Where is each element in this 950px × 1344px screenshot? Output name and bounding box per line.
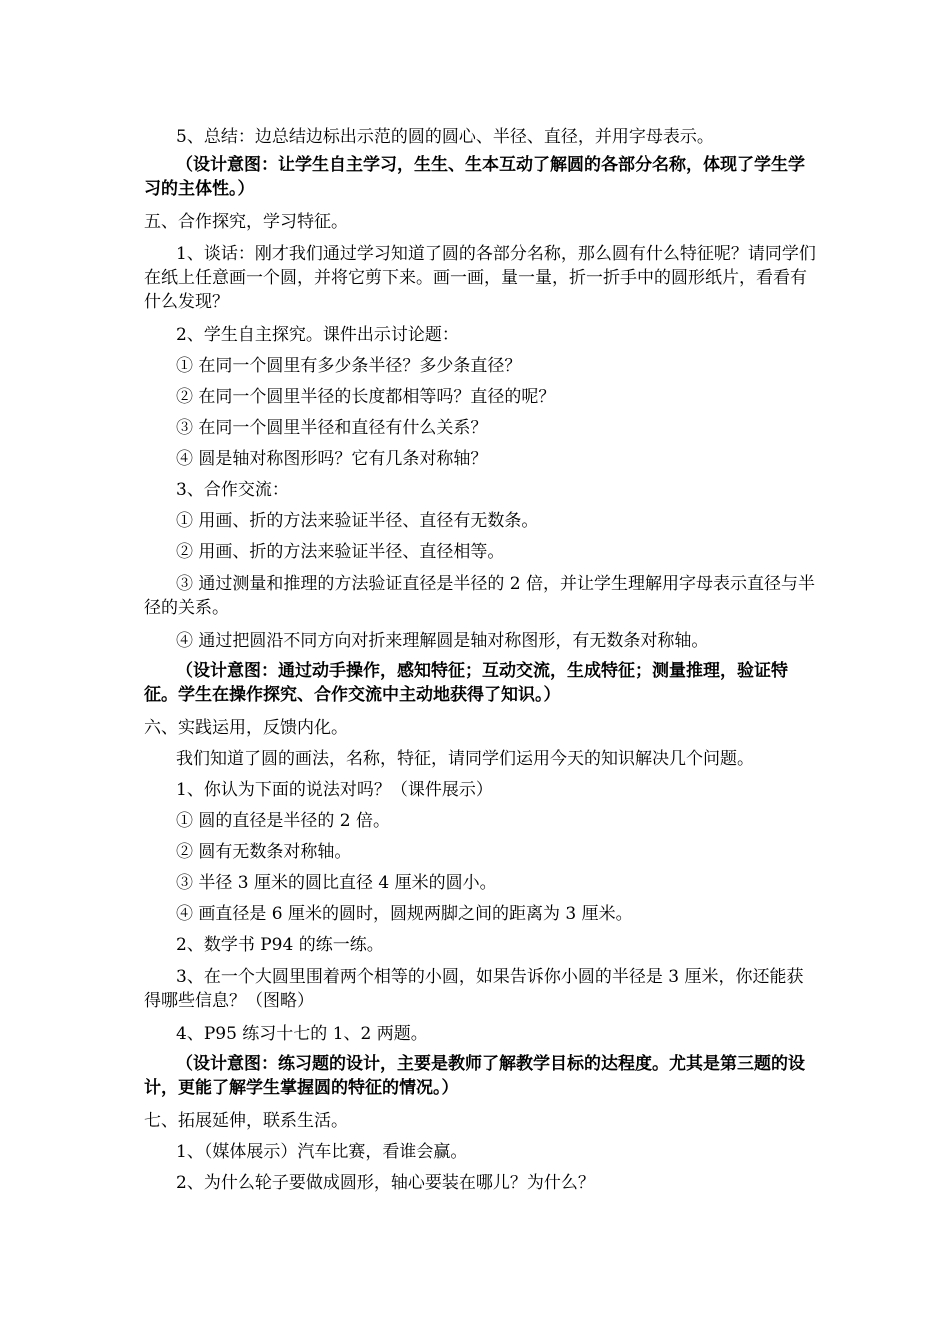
design-intent-note: （设计意图：练习题的设计，主要是教师了解教学目标的达程度。尤其是第三题的设计，更能了解学生掌握圆的特征的情况。） <box>144 1054 805 1098</box>
paragraph-extend-1: 1、（媒体展示）汽车比赛，看谁会赢。 <box>176 1142 468 1162</box>
paragraph-question-2: 2、数学书 P94 的练一练。 <box>176 935 384 955</box>
list-item: ③ 通过测量和推理的方法验证直径是半径的 2 倍，并让学生理解用字母表示直径与半径的关系。 <box>144 574 816 618</box>
paragraph-summary: 5、总结：边总结边标出示范的圆的圆心、半径、直径，并用字母表示。 <box>176 127 714 147</box>
section-heading-6: 六、实践运用，反馈内化。 <box>144 718 348 738</box>
list-item: ④ 通过把圆沿不同方向对折来理解圆是轴对称图形，有无数条对称轴。 <box>176 631 709 651</box>
list-item: ① 圆的直径是半径的 2 倍。 <box>176 811 391 831</box>
paragraph-question-4: 4、P95 练习十七的 1、2 两题。 <box>176 1024 428 1044</box>
list-item: ② 圆有无数条对称轴。 <box>176 842 352 862</box>
paragraph-cooperate: 3、合作交流： <box>176 480 289 500</box>
paragraph-talk: 1、谈话：刚才我们通过学习知道了圆的各部分名称，那么圆有什么特征呢？请同学们在纸上任意画一个圆，并将它剪下来。画一画，量一量，折一折手中的圆形纸片，看看有什么发现？ <box>144 244 816 312</box>
section-heading-5: 五、合作探究，学习特征。 <box>144 212 348 232</box>
paragraph-extend-2: 2、为什么轮子要做成圆形，轴心要装在哪儿？为什么？ <box>176 1173 595 1193</box>
design-intent-note: （设计意图：让学生自主学习，生生、生本互动了解圆的各部分名称，体现了学生学习的主体性。） <box>144 155 805 199</box>
paragraph-question-1: 1、你认为下面的说法对吗？（课件展示） <box>176 780 493 800</box>
list-item: ② 在同一个圆里半径的长度都相等吗？直径的呢？ <box>176 387 556 407</box>
list-item: ① 用画、折的方法来验证半径、直径有无数条。 <box>176 511 539 531</box>
list-item: ② 用画、折的方法来验证半径、直径相等。 <box>176 542 505 562</box>
list-item: ④ 圆是轴对称图形吗？它有几条对称轴？ <box>176 449 488 469</box>
paragraph-explore: 2、学生自主探究。课件出示讨论题： <box>176 325 459 345</box>
design-intent-note: （设计意图：通过动手操作，感知特征；互动交流，生成特征；测量推理，验证特征。学生在操作探究、合作交流中主动地获得了知识。） <box>144 661 788 705</box>
list-item: ③ 在同一个圆里半径和直径有什么关系？ <box>176 418 488 438</box>
paragraph-apply: 我们知道了圆的画法，名称，特征，请同学们运用今天的知识解决几个问题。 <box>176 749 754 769</box>
list-item: ④ 画直径是 6 厘米的圆时，圆规两脚之间的距离为 3 厘米。 <box>176 904 633 924</box>
section-heading-7: 七、拓展延伸，联系生活。 <box>144 1111 348 1131</box>
document-body <box>144 122 816 1199</box>
paragraph-question-3: 3、在一个大圆里围着两个相等的小圆，如果告诉你小圆的半径是 3 厘米，你还能获得哪些信息？（图略） <box>144 967 804 1011</box>
list-item: ③ 半径 3 厘米的圆比直径 4 厘米的圆小。 <box>176 873 497 893</box>
list-item: ① 在同一个圆里有多少条半径？多少条直径？ <box>176 356 522 376</box>
